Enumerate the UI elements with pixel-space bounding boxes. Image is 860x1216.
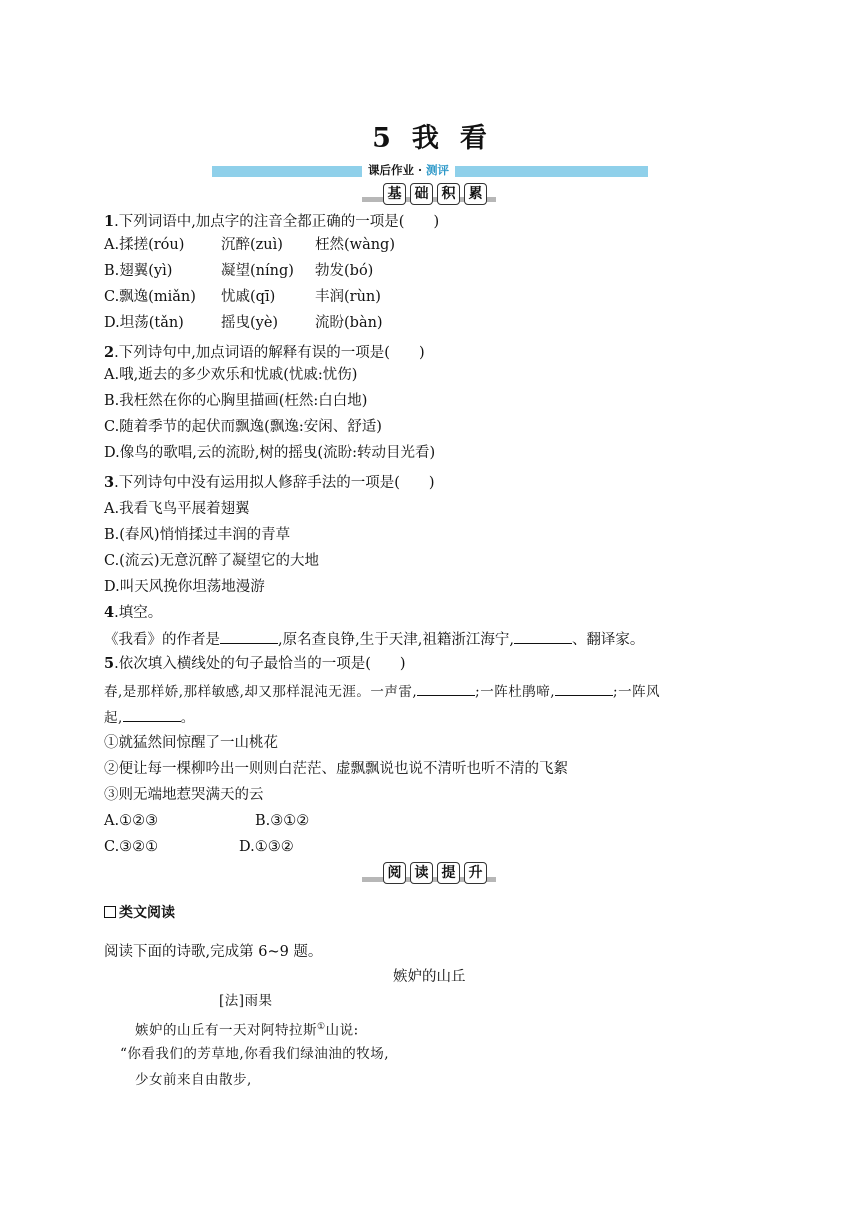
q5-option-d: D.①③② <box>239 839 294 855</box>
q1-option-d2: 摇曳(yè) <box>221 315 279 331</box>
blank-3[interactable] <box>417 682 475 696</box>
q2-option-c: C.随着季节的起伏而飘逸(飘逸:安闲、舒适) <box>104 419 382 435</box>
q1-option-b2: 凝望(níng) <box>221 263 294 279</box>
q3-option-b: B.(春风)悄悄揉过丰润的青草 <box>104 527 291 543</box>
q2-option-b: B.我枉然在你的心胸里描画(枉然:白白地) <box>104 393 368 409</box>
q1-option-a3: 枉然(wàng) <box>315 237 395 253</box>
q3-option-a: A.我看飞鸟平展着翅翼 <box>104 501 250 517</box>
q5-item-3: ③则无端地惹哭满天的云 <box>104 787 264 803</box>
q5-option-a: A.①②③ <box>104 813 159 829</box>
question-1-stem: 1.下列词语中,加点字的注音全都正确的一项是( ) <box>104 213 440 230</box>
q1-option-d3: 流盼(bàn) <box>315 315 383 331</box>
q1-option-d1: D.坦荡(tǎn) <box>104 315 184 331</box>
poem-line-1: 嫉妒的山丘有一天对阿特拉斯①山说: <box>135 1022 359 1039</box>
section-reading: 阅 读 提 升 <box>383 862 487 884</box>
q1-option-a1: A.揉搓(róu) <box>104 237 185 253</box>
blank-5[interactable] <box>123 708 181 722</box>
q3-option-c: C.(流云)无意沉醉了凝望它的大地 <box>104 553 319 569</box>
q2-option-a: A.哦,逝去的多少欢乐和忧戚(忧戚:忧伤) <box>104 367 358 383</box>
reading-instruction: 阅读下面的诗歌,完成第 6~9 题。 <box>104 944 323 960</box>
blank-4[interactable] <box>555 682 613 696</box>
banner-tag: 课后作业 · 测评 <box>362 161 455 179</box>
page-title: 5 我 看 <box>372 123 488 154</box>
poem-line-2: “你看我们的芳草地,你看我们绿油油的牧场, <box>120 1046 389 1062</box>
q5-item-2: ②便让每一棵柳吟出一则则白茫茫、虚飘飘说也说不清听也听不清的飞絮 <box>104 761 568 777</box>
section-basic: 基 础 积 累 <box>383 183 487 205</box>
q5-passage-line2: 起, 。 <box>104 710 195 726</box>
question-2-stem: 2.下列诗句中,加点词语的解释有误的一项是( ) <box>104 344 425 361</box>
reading-heading: 类文阅读 <box>104 904 175 922</box>
q1-option-c2: 忧戚(qī) <box>221 289 276 305</box>
blank-2[interactable] <box>514 630 572 644</box>
q1-option-b3: 勃发(bó) <box>315 263 374 279</box>
poem-line-3: 少女前来自由散步, <box>135 1072 252 1088</box>
q1-option-a2: 沉醉(zuì) <box>221 237 283 253</box>
q5-passage-line1: 春,是那样娇,那样敏感,却又那样混沌无涯。一声雷, ;一阵杜鹃啼, ;一阵风 <box>104 684 661 700</box>
blank-1[interactable] <box>220 630 278 644</box>
q3-option-d: D.叫天风挽你坦荡地漫游 <box>104 579 265 595</box>
question-3-stem: 3.下列诗句中没有运用拟人修辞手法的一项是( ) <box>104 474 435 491</box>
checkbox-icon <box>104 906 116 918</box>
question-5-stem: 5.依次填入横线处的句子最恰当的一项是( ) <box>104 655 406 672</box>
q1-option-c3: 丰润(rùn) <box>315 289 381 305</box>
q1-option-b1: B.翅翼(yì) <box>104 263 173 279</box>
question-4-line: 《我看》的作者是 ,原名查良铮,生于天津,祖籍浙江海宁, 、翻译家。 <box>104 632 645 648</box>
q2-option-d: D.像鸟的歌唱,云的流盼,树的摇曳(流盼:转动目光看) <box>104 445 436 461</box>
q5-option-b: B.③①② <box>255 813 310 829</box>
q5-item-1: ①就猛然间惊醒了一山桃花 <box>104 735 278 751</box>
q1-option-c1: C.飘逸(miǎn) <box>104 289 196 305</box>
poem-title: 嫉妒的山丘 <box>393 969 466 985</box>
question-4-stem: 4.填空。 <box>104 604 163 621</box>
poem-author: [法]雨果 <box>219 993 273 1009</box>
q5-option-c: C.③②① <box>104 839 159 855</box>
